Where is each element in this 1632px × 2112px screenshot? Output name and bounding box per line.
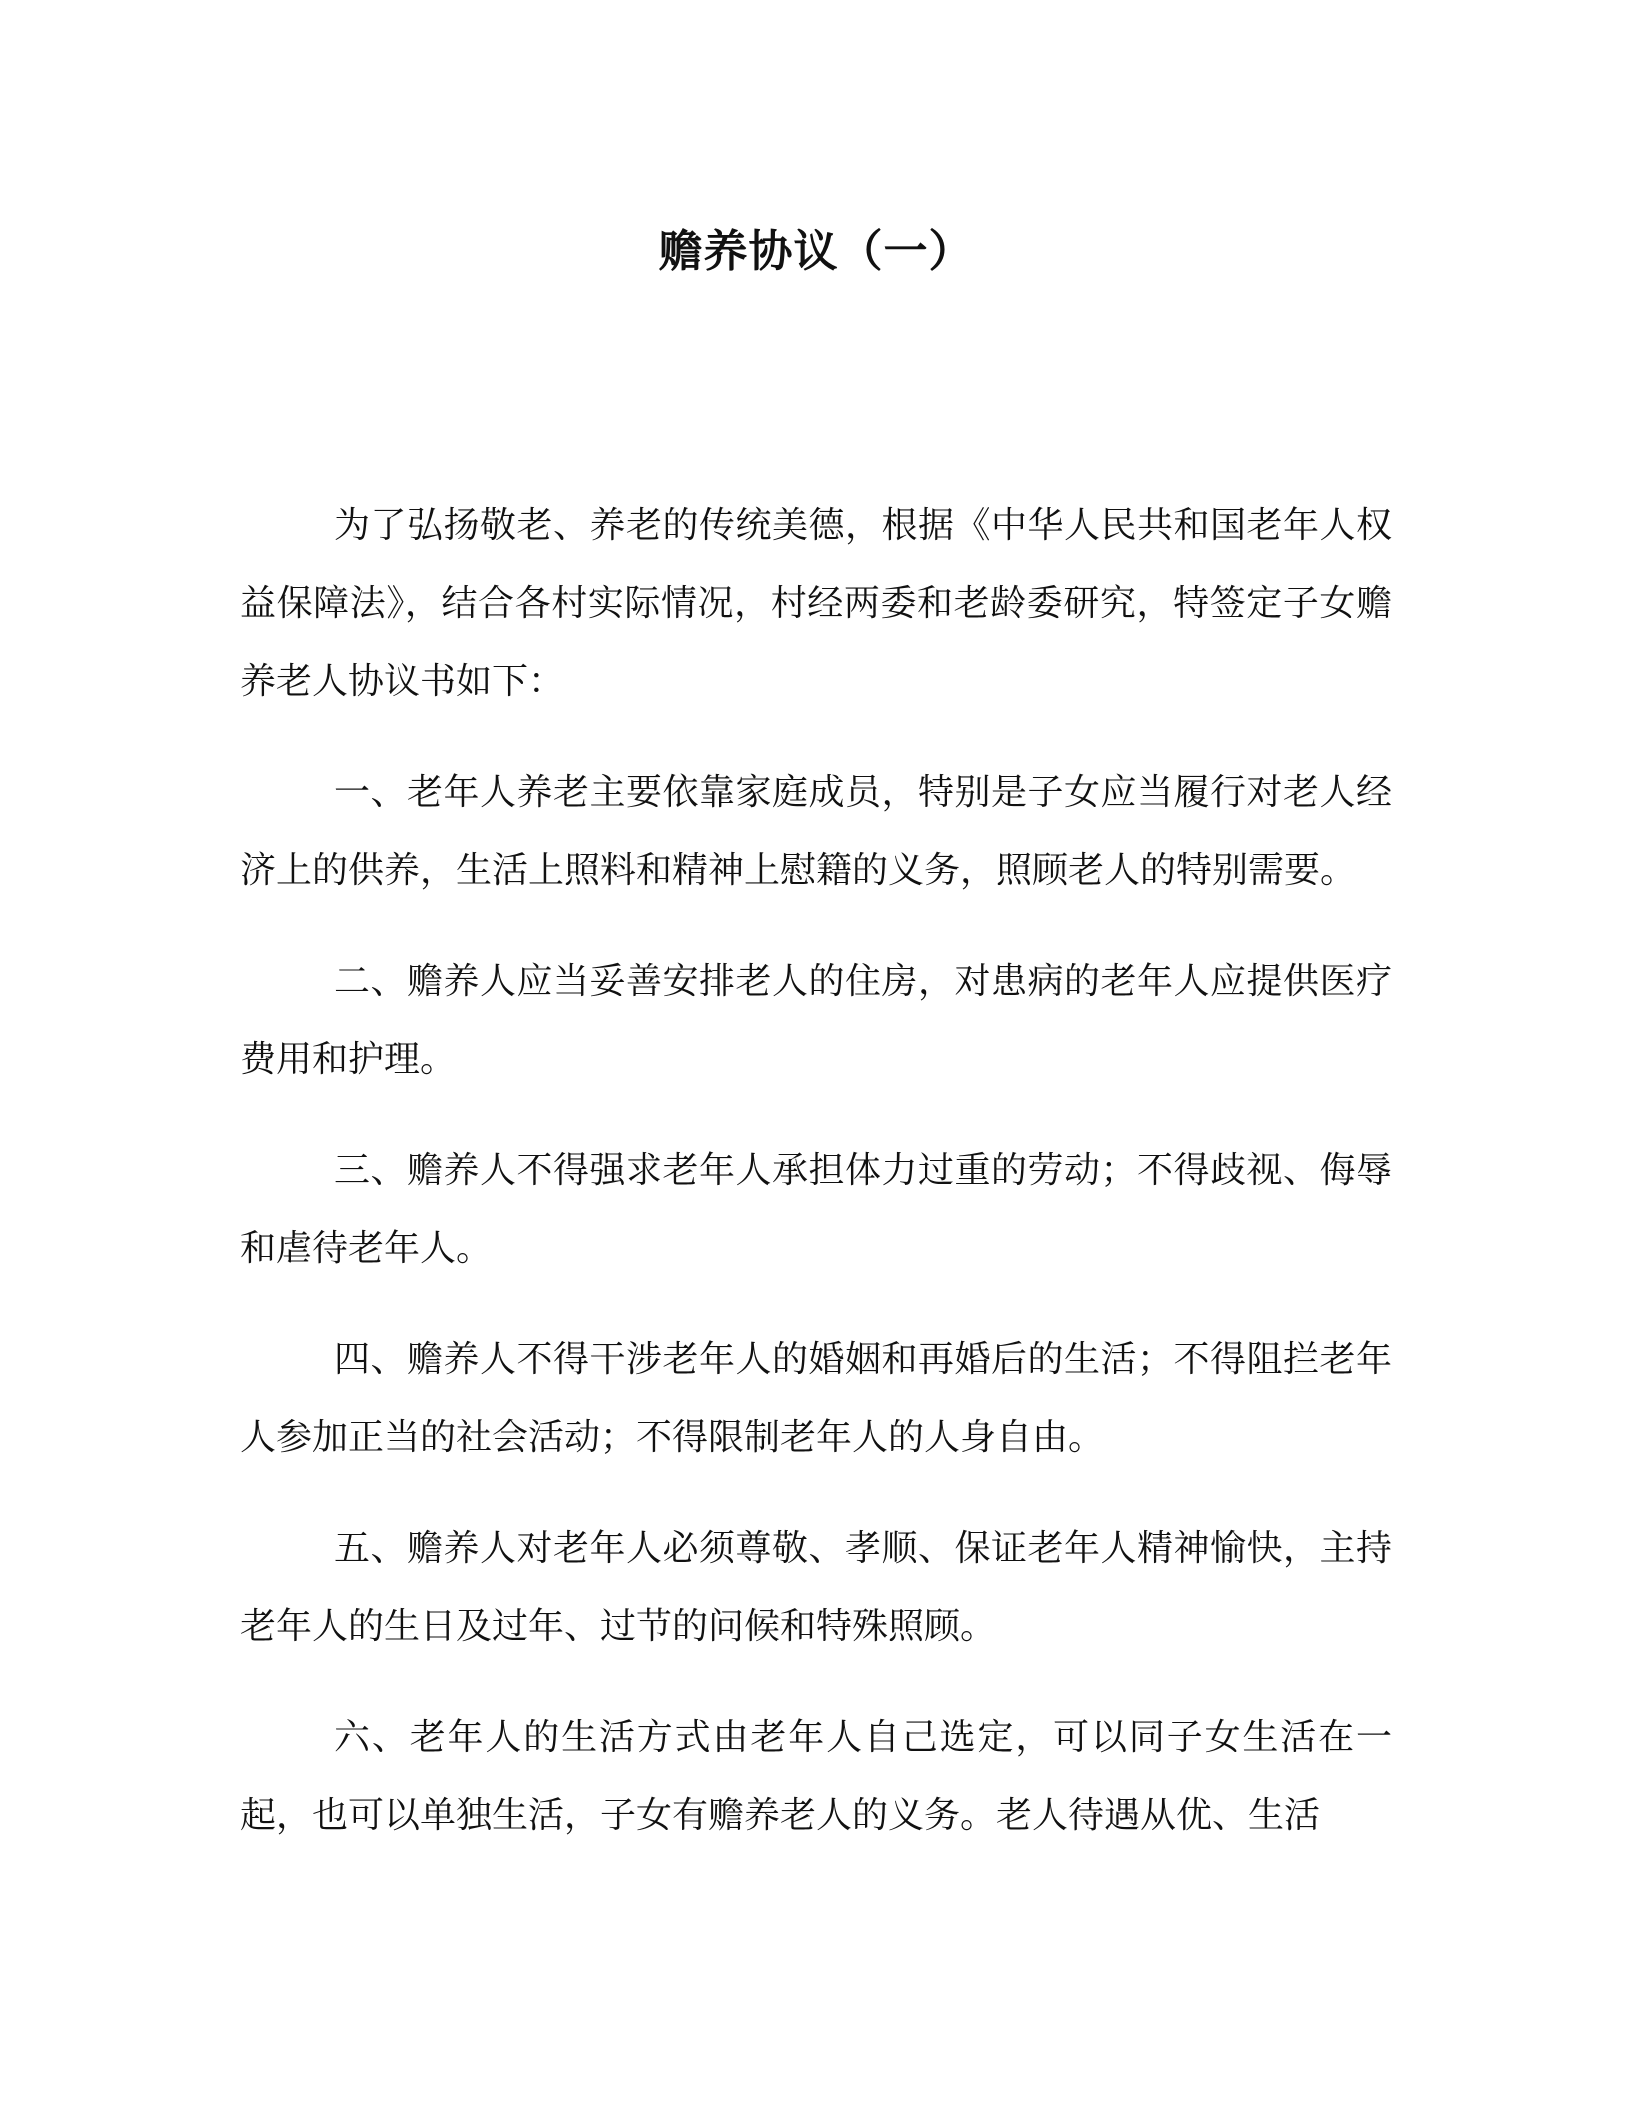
document-title: 赡养协议（一）	[658, 226, 974, 277]
intro-paragraph: 为了弘扬敬老、养老的传统美德，根据《中华人民共和国老年人权益保障法》，结合各村实际情况，村经两委和老龄委研究，特签定子女赡养老人协议书如下：	[240, 505, 1392, 702]
clause-3: 三、赡养人不得强求老年人承担体力过重的劳动；不得歧视、侮辱和虐待老年人。	[240, 1150, 1392, 1269]
clause-6: 六、老年人的生活方式由老年人自己选定，可以同子女生活在一起，也可以单独生活，子女有赡养老人的义务。老人待遇从优、生活	[240, 1717, 1392, 1836]
clause-2: 二、赡养人应当妥善安排老人的住房，对患病的老年人应提供医疗费用和护理。	[240, 961, 1392, 1080]
clause-1: 一、老年人养老主要依靠家庭成员，特别是子女应当履行对老人经济上的供养，生活上照料和精神上慰籍的义务，照顾老人的特别需要。	[240, 772, 1392, 891]
document-body	[240, 487, 1392, 1888]
clause-4: 四、赡养人不得干涉老年人的婚姻和再婚后的生活；不得阻拦老年人参加正当的社会活动；不得限制老年人的人身自由。	[240, 1339, 1392, 1458]
clause-5: 五、赡养人对老年人必须尊敬、孝顺、保证老年人精神愉快，主持老年人的生日及过年、过节的问候和特殊照顾。	[240, 1528, 1392, 1647]
